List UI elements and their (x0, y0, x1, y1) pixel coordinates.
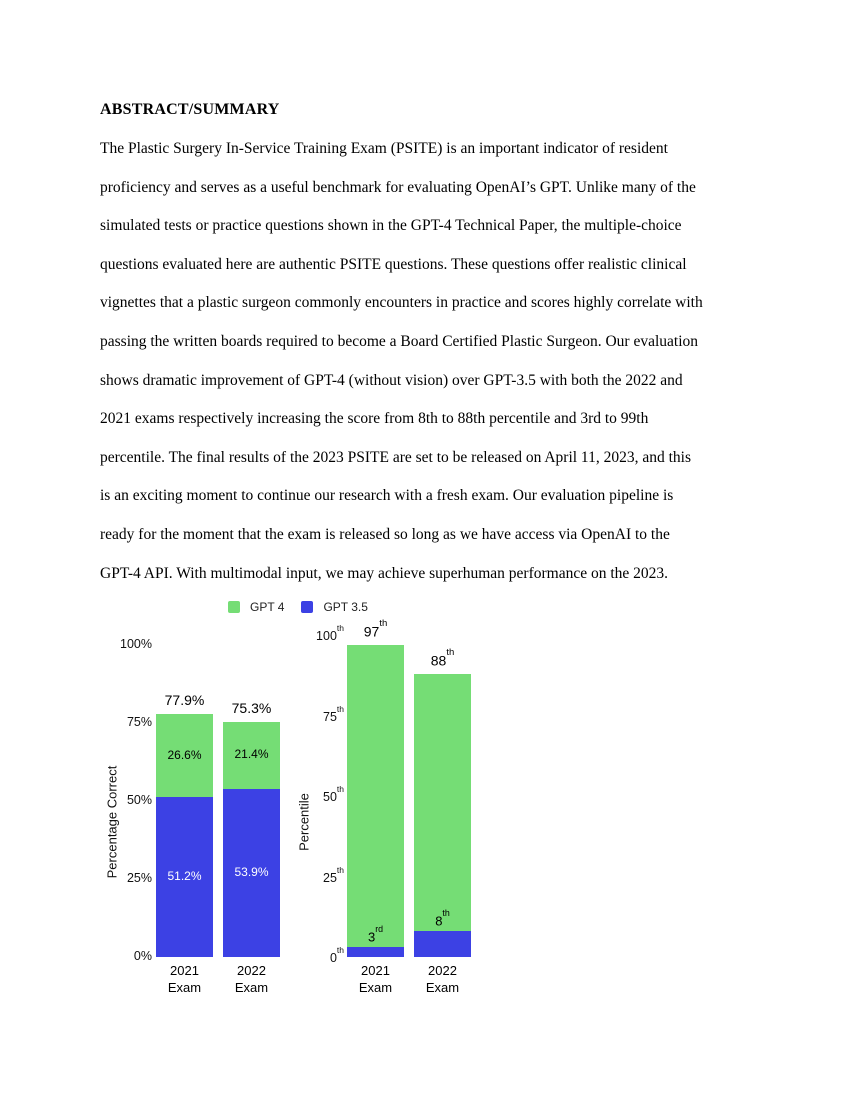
abstract-line: is an exciting moment to continue our research with a fresh exam. Our evaluation pipeline is (100, 487, 674, 505)
y-axis-label: Percentage Correct (104, 765, 120, 879)
y-tick-label: 50th (323, 784, 344, 805)
bar-segment-gpt4 (414, 674, 471, 932)
gpt35-swatch-icon (301, 601, 313, 613)
bar-segment-label: 26.6% (167, 747, 202, 762)
abstract-line: The Plastic Surgery In-Service Training Exam (PSITE) is an important indicator of resident (100, 140, 668, 157)
y-tick-label: 0% (133, 949, 152, 963)
bar-segment-gpt35 (347, 947, 404, 957)
y-tick-label: 50% (126, 793, 152, 807)
legend-item-gpt35 (301, 600, 367, 614)
y-tick-label: 75th (323, 703, 344, 724)
bar-total-label: 77.9% (164, 691, 205, 708)
y-tick-label: 25% (126, 871, 152, 885)
bar-segment-gpt35 (414, 931, 471, 957)
abstract-line: questions evaluated here are authentic PSITE questions. These questions offer realistic clinical (100, 255, 687, 273)
bar-segment-label: 3rd (367, 924, 384, 945)
bar-total-label: 88th (430, 647, 455, 669)
abstract-line: shows dramatic improvement of GPT-4 (without vision) over GPT-3.5 with both the 2022 and (100, 371, 683, 389)
abstract-line: passing the written boards required to become a Board Certified Plastic Surgeon. Our evaluation (100, 332, 699, 350)
y-tick-label: 100th (316, 623, 344, 644)
abstract-line: vignettes that a plastic surgeon commonly encounters in practice and scores highly correlate with (100, 294, 703, 312)
abstract-line: percentile. The final results of the 2023 PSITE are set to be released on April 11, 2023, and this (100, 448, 692, 466)
abstract-line: proficiency and serves as a useful benchmark for evaluating OpenAI’s GPT. Unlike many of the (100, 178, 696, 196)
legend-item-gpt4 (228, 600, 284, 614)
chart-legend (228, 600, 368, 614)
bar-segment-label: 53.9% (234, 864, 269, 879)
y-tick-label: 25th (323, 864, 344, 885)
y-tick-label: 100% (120, 637, 152, 651)
bar-segment-label: 21.4% (234, 747, 269, 762)
x-category-label: 2021 Exam (167, 963, 202, 995)
bar-segment-label: 8th (435, 908, 450, 929)
bar-total-label: 97th (363, 618, 388, 640)
abstract-line: simulated tests or practice questions shown in the GPT-4 Technical Paper, the multiple-choice (100, 217, 682, 235)
abstract-line: ready for the moment that the exam is released so long as we have access via OpenAI to the (100, 525, 670, 543)
y-tick-label: 0th (329, 945, 344, 966)
bar-segment-label: 51.2% (167, 869, 202, 884)
bar-total-label: 75.3% (231, 700, 272, 717)
abstract-line: GPT-4 API. With multimodal input, we may achieve superhuman performance on the 2023. (100, 564, 669, 582)
x-category-label: 2022 Exam (425, 963, 460, 995)
y-axis-label: Percentile (296, 793, 312, 851)
bar-segment-gpt4 (347, 645, 404, 948)
gpt4-swatch-icon (228, 601, 240, 613)
legend-label-gpt4: GPT 4 (250, 600, 285, 614)
x-category-label: 2021 Exam (358, 963, 393, 995)
y-tick-label: 75% (126, 715, 152, 729)
x-category-label: 2022 Exam (234, 963, 269, 995)
abstract-heading: ABSTRACT/SUMMARY (100, 101, 280, 118)
legend-label-gpt35: GPT 3.5 (323, 600, 368, 614)
abstract-line: 2021 exams respectively increasing the score from 8th to 88th percentile and 3rd to 99th (100, 410, 649, 428)
